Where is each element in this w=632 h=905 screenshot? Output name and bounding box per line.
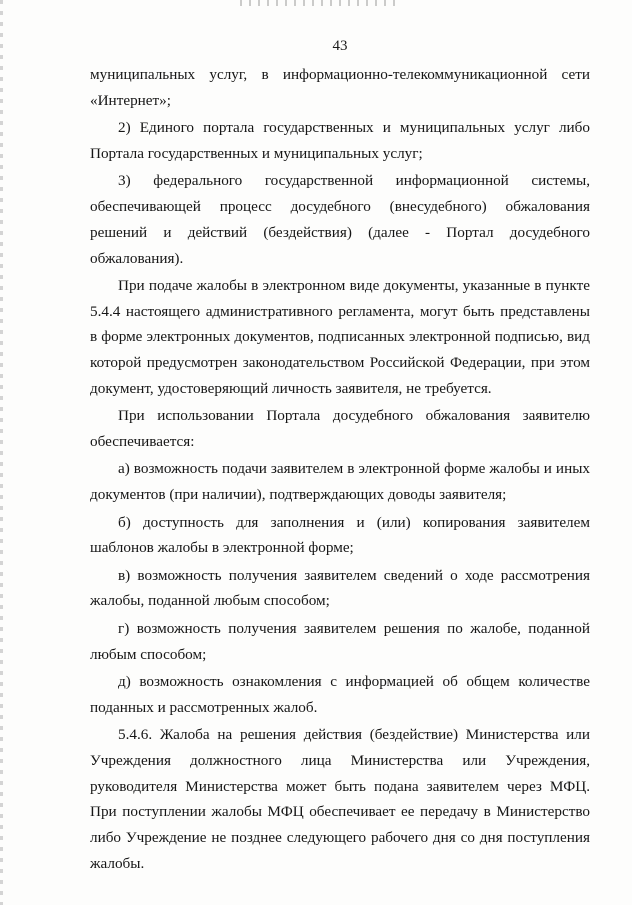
paragraph-item-g: г) возможность получения заявителем решения по жалобе, поданной любым способом;: [90, 619, 590, 663]
paragraph-internet-network: муниципальных услуг, в информационно-телекоммуникационной сети «Интернет»;: [90, 66, 590, 109]
paragraph-portal-provides: При использовании Портала досудебного обжалования заявителю обеспечивается:: [90, 407, 590, 451]
scan-edge-marks: [0, 0, 3, 905]
scan-top-marks: [240, 0, 400, 6]
paragraph-5-4-6: 5.4.6. Жалоба на решения действия (бездействие) Министерства или Учреждения должностного лица Министерства или Учреждения, руководителя Министерства может быть подана заявителем через МФЦ. При поступлении жалобы МФЦ обеспечивает ее передачу в Министерство либо Учреждение не позднее следующего рабочего дня со дня поступления жалобы.: [90, 725, 590, 872]
paragraph-electronic-submission: При подаче жалобы в электронном виде документы, указанные в пункте 5.4.4 настоящего административного регламента, могут быть представлены в форме электронных документов, подписанных электронной подписью, вид которой предусмотрен законодательством Российской Федерации, при этом документ, удостоверяющий личность заявителя, не требуется.: [90, 276, 590, 398]
paragraph-item-a: а) возможность подачи заявителем в электронной форме жалобы и иных документов (при наличии), подтверждающих доводы заявителя;: [90, 460, 590, 504]
page-number: 43: [332, 38, 348, 54]
paragraph-item-b: б) доступность для заполнения и (или) копирования заявителем шаблонов жалобы в электронной форме;: [90, 513, 590, 557]
document-body: [90, 62, 590, 878]
paragraph-item-d: д) возможность ознакомления с информацией об общем количестве поданных и рассмотренных жалоб.: [90, 672, 590, 716]
paragraph-item-v: в) возможность получения заявителем сведений о ходе рассмотрения жалобы, поданной любым способом;: [90, 566, 590, 610]
paragraph-item-2-unified-portal: 2) Единого портала государственных и муниципальных услуг либо Портала государственных и муниципальных услуг;: [90, 119, 590, 162]
paragraph-item-3-federal-system: 3) федерального государственной информационной системы, обеспечивающей процесс досудебного (внесудебного) обжалования решений и действий (бездействия) (далее - Портал досудебного обжалования).: [90, 172, 590, 267]
